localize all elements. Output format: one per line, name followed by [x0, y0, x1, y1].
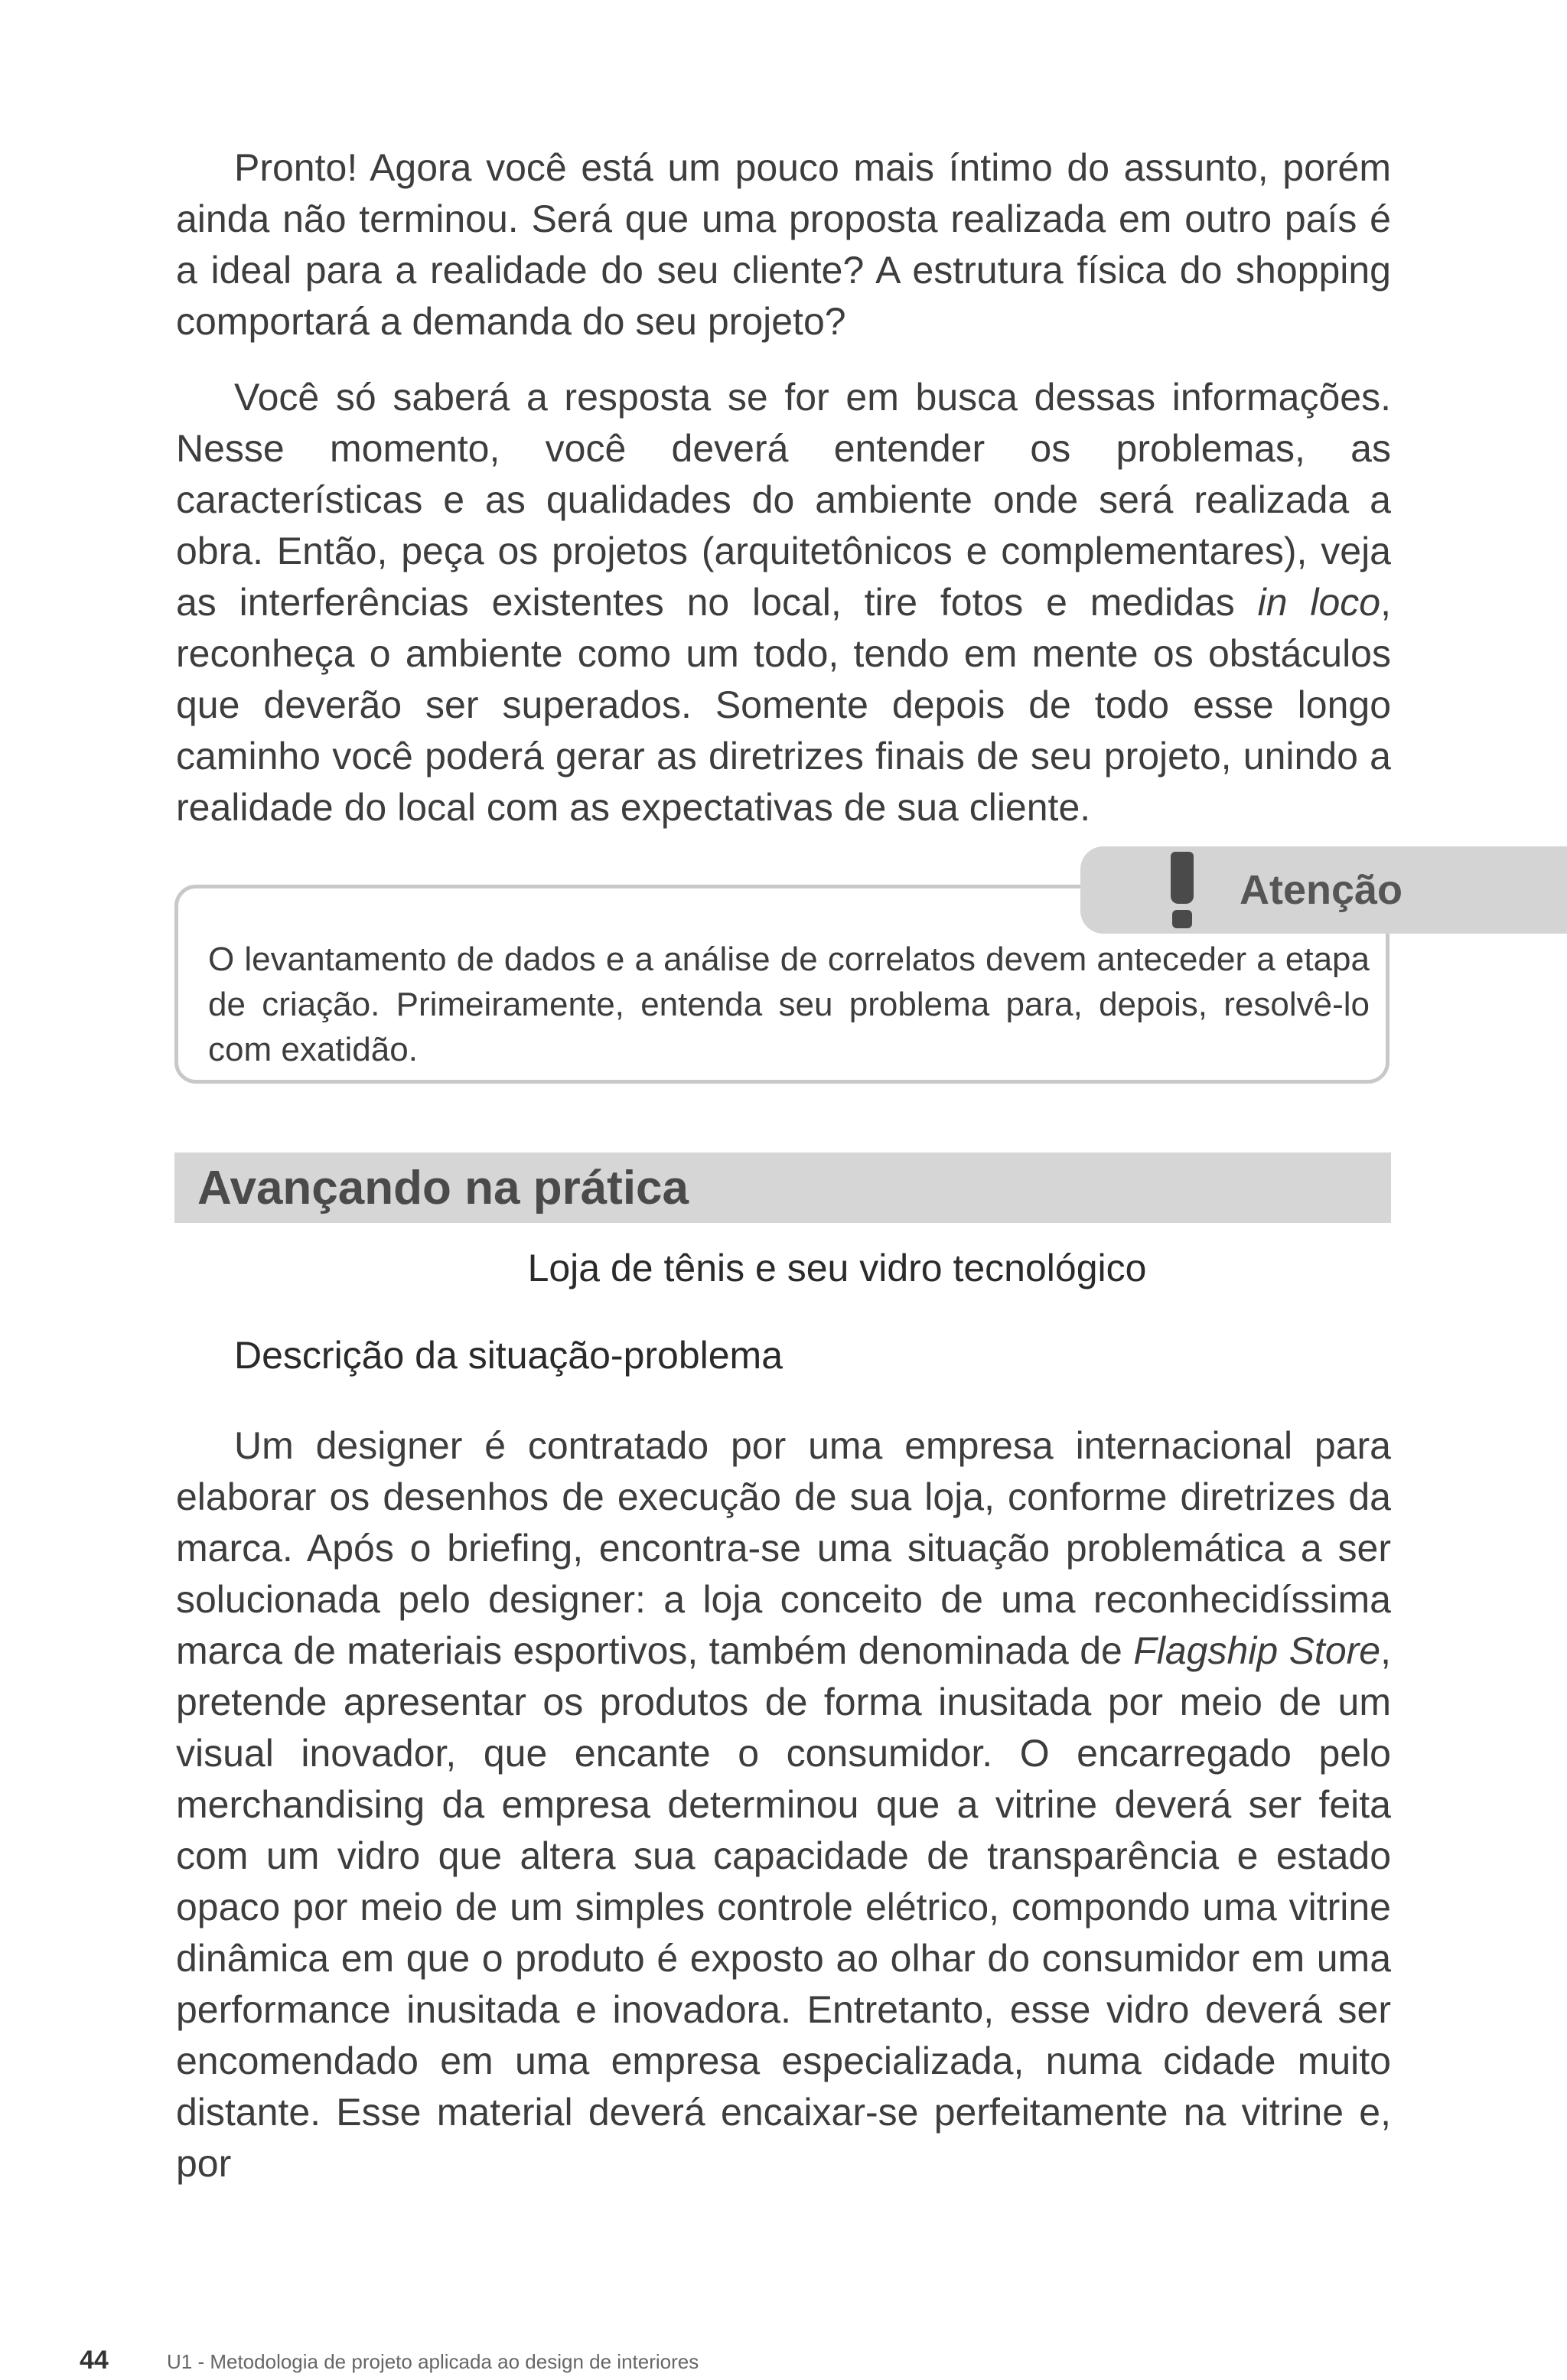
paragraph-situation-italic: Flagship Store: [1133, 1629, 1381, 1672]
attention-text: O levantamento de dados e a análise de correlatos devem anteceder a etapa de criação. Primeiramente, entenda seu problema para, depois, resolvê-lo com exatidão.: [208, 941, 1370, 1068]
paragraph-research-part1: Você só saberá a resposta se for em busca dessas informações. Nesse momento, você deverá entender os problemas, as características e as qualidades do ambiente onde será realizada a obra. Então, peça os projetos (arquitetônicos e complementares), veja as interferências existentes no local, tire fotos e medidas: [176, 376, 1391, 624]
paragraph-situation-part1: Um designer é contratado por uma empresa internacional para elaborar os desenhos de execução de sua loja, conforme diretrizes da marca. Após o briefing, encontra-se uma situação problemática a ser solucionada pelo designer: a loja conceito de uma reconhecidíssima marca de materiais esportivos, também denominada de: [176, 1424, 1391, 1672]
paragraph-situation: [176, 1420, 1391, 2189]
section-subhead: Descrição da situação-problema: [234, 1334, 784, 1377]
page-number: 44: [80, 2346, 109, 2375]
footer-text: U1 - Metodologia de projeto aplicada ao design de interiores: [167, 2350, 699, 2373]
section-subtitle: Loja de tênis e seu vidro tecnológico: [527, 1247, 1147, 1289]
paragraph-intro: Pronto! Agora você está um pouco mais íntimo do assunto, porém ainda não terminou. Será que uma proposta realizada em outro país é a ideal para a realidade do seu cliente? A estrutura física do shopping comportará a demanda do seu projeto?: [176, 146, 1391, 343]
paragraph-situation-part2: , pretende apresentar os produtos de forma inusitada por meio de um visual inovador, que encante o consumidor. O encarregado pelo merchandising da empresa determinou que a vitrine deverá ser feita com um vidro que altera sua capacidade de transparência e estado opaco por meio de um simples controle elétrico, compondo uma vitrine dinâmica em que o produto é exposto ao olhar do consumidor em uma performance inusitada e inovadora. Entretanto, esse vidro deverá ser encomendado em uma empresa especializada, numa cidade muito distante. Esse material deverá encaixar-se perfeitamente na vitrine e, por: [176, 1629, 1391, 2185]
paragraph-research-italic: in loco: [1257, 581, 1381, 624]
paragraph-research: [176, 372, 1391, 833]
section-title: Avançando na prática: [197, 1162, 689, 1214]
attention-label: Atenção: [1240, 867, 1403, 913]
exclamation-icon: [1171, 852, 1194, 928]
paragraph-research-part2: , reconheça o ambiente como um todo, tendo em mente os obstáculos que deverão ser superados. Somente depois de todo esse longo caminho você poderá gerar as diretrizes finais de seu projeto, unindo a realidade do local com as expectativas de sua cliente.: [176, 581, 1392, 829]
